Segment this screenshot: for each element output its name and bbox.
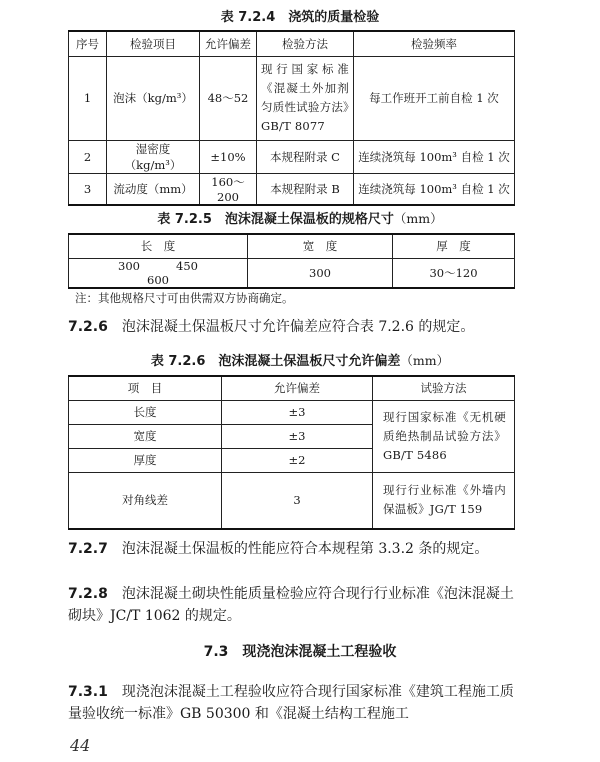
cell-frequency: 连续浇筑每 100m³ 自检 1 次	[354, 140, 515, 173]
table-7-2-4-caption: 表 7.2.4 浇筑的质量检验	[220, 10, 380, 25]
cell-item: 对角线差	[69, 472, 222, 529]
clause-7-2-6	[68, 316, 520, 338]
cell-width: 300	[248, 258, 393, 288]
table-header-row	[69, 376, 515, 400]
cell-no: 2	[69, 140, 107, 173]
cell-tolerance: ±2	[222, 448, 373, 472]
cell-thickness: 30～120	[393, 258, 515, 288]
cell-lengths	[69, 258, 248, 288]
header-method: 试验方法	[373, 376, 515, 400]
header-tolerance: 允许偏差	[200, 31, 257, 56]
cell-tolerance: 160～200	[200, 173, 257, 205]
header-method: 检验方法	[257, 31, 354, 56]
table-7-2-6-caption	[0, 350, 600, 369]
clause-number: 7.3.1	[68, 684, 108, 700]
cell-item: 厚度	[69, 448, 222, 472]
cell-item: 流动度（mm）	[107, 173, 200, 205]
header-width: 宽 度	[248, 234, 393, 258]
header-item: 检验项目	[107, 31, 200, 56]
caption-unit: （mm）	[400, 353, 450, 368]
table-7-2-4	[68, 30, 515, 206]
cell-method: 本规程附录 C	[257, 140, 354, 173]
length-value: 300	[118, 258, 140, 273]
table-row	[69, 472, 515, 529]
cell-method: 现行行业标准《外墙内保温板》JG/T 159	[373, 472, 515, 529]
section-title: 7.3 现浇泡沫混凝土工程验收	[203, 644, 397, 660]
cell-method: 现行国家标准《混凝土外加剂匀质性试验方法》GB/T 8077	[257, 56, 354, 140]
cell-frequency: 连续浇筑每 100m³ 自检 1 次	[354, 173, 515, 205]
header-tolerance: 允许偏差	[222, 376, 373, 400]
length-value: 600	[147, 272, 169, 287]
clause-text: 泡沫混凝土保温板尺寸允许偏差应符合表 7.2.6 的规定。	[121, 319, 475, 335]
table-header-row	[69, 31, 515, 56]
page-number: 44	[70, 736, 91, 755]
clause-number: 7.2.7	[68, 541, 108, 557]
cell-item: 泡沫（kg/m³）	[107, 56, 200, 140]
table-row	[69, 173, 515, 205]
clause-7-3-1	[68, 681, 520, 725]
cell-tolerance: ±3	[222, 424, 373, 448]
table-row	[69, 400, 515, 424]
cell-method: 本规程附录 B	[257, 173, 354, 205]
cell-no: 3	[69, 173, 107, 205]
table-row	[69, 258, 515, 288]
cell-tolerance: 3	[222, 472, 373, 529]
cell-tolerance: ±10%	[200, 140, 257, 173]
caption-unit: （mm）	[393, 211, 443, 226]
cell-item: 湿密度（kg/m³）	[107, 140, 200, 173]
clause-7-2-8	[68, 583, 520, 627]
clause-7-2-7	[68, 538, 520, 560]
header-item: 项 目	[69, 376, 222, 400]
cell-item: 宽度	[69, 424, 222, 448]
table-row	[69, 56, 515, 140]
table-7-2-6	[68, 375, 515, 530]
table-7-2-5-caption	[0, 208, 600, 227]
header-frequency: 检验频率	[354, 31, 515, 56]
table-note: 注：其他规格尺寸可由供需双方协商确定。	[75, 291, 294, 305]
clause-text: 泡沫混凝土保温板的性能应符合本规程第 3.3.2 条的规定。	[121, 541, 489, 557]
clause-number: 7.2.8	[68, 586, 108, 602]
cell-no: 1	[69, 56, 107, 140]
table-7-2-5	[68, 233, 515, 289]
clause-text: 泡沫混凝土砌块性能质量检验应符合现行行业标准《泡沫混凝土砌块》JC/T 1062 的规定。	[68, 586, 514, 624]
cell-tolerance: 48～52	[200, 56, 257, 140]
clause-number: 7.2.6	[68, 319, 108, 335]
header-thickness: 厚 度	[393, 234, 515, 258]
cell-frequency: 每工作班开工前自检 1 次	[354, 56, 515, 140]
table-row	[69, 140, 515, 173]
length-value: 450	[176, 258, 198, 273]
header-length: 长 度	[69, 234, 248, 258]
clause-text: 现浇泡沫混凝土工程验收应符合现行国家标准《建筑工程施工质量验收统一标准》GB 50300 和《混凝土结构工程施工	[68, 684, 514, 722]
header-no: 序号	[69, 31, 107, 56]
cell-tolerance: ±3	[222, 400, 373, 424]
cell-item: 长度	[69, 400, 222, 424]
caption-title: 表 7.2.5 泡沫混凝土保温板的规格尺寸	[157, 212, 394, 227]
cell-method: 现行国家标准《无机硬质绝热制品试验方法》GB/T 5486	[373, 400, 515, 472]
caption-title: 表 7.2.6 泡沫混凝土保温板尺寸允许偏差	[150, 354, 401, 369]
table-header-row	[69, 234, 515, 258]
